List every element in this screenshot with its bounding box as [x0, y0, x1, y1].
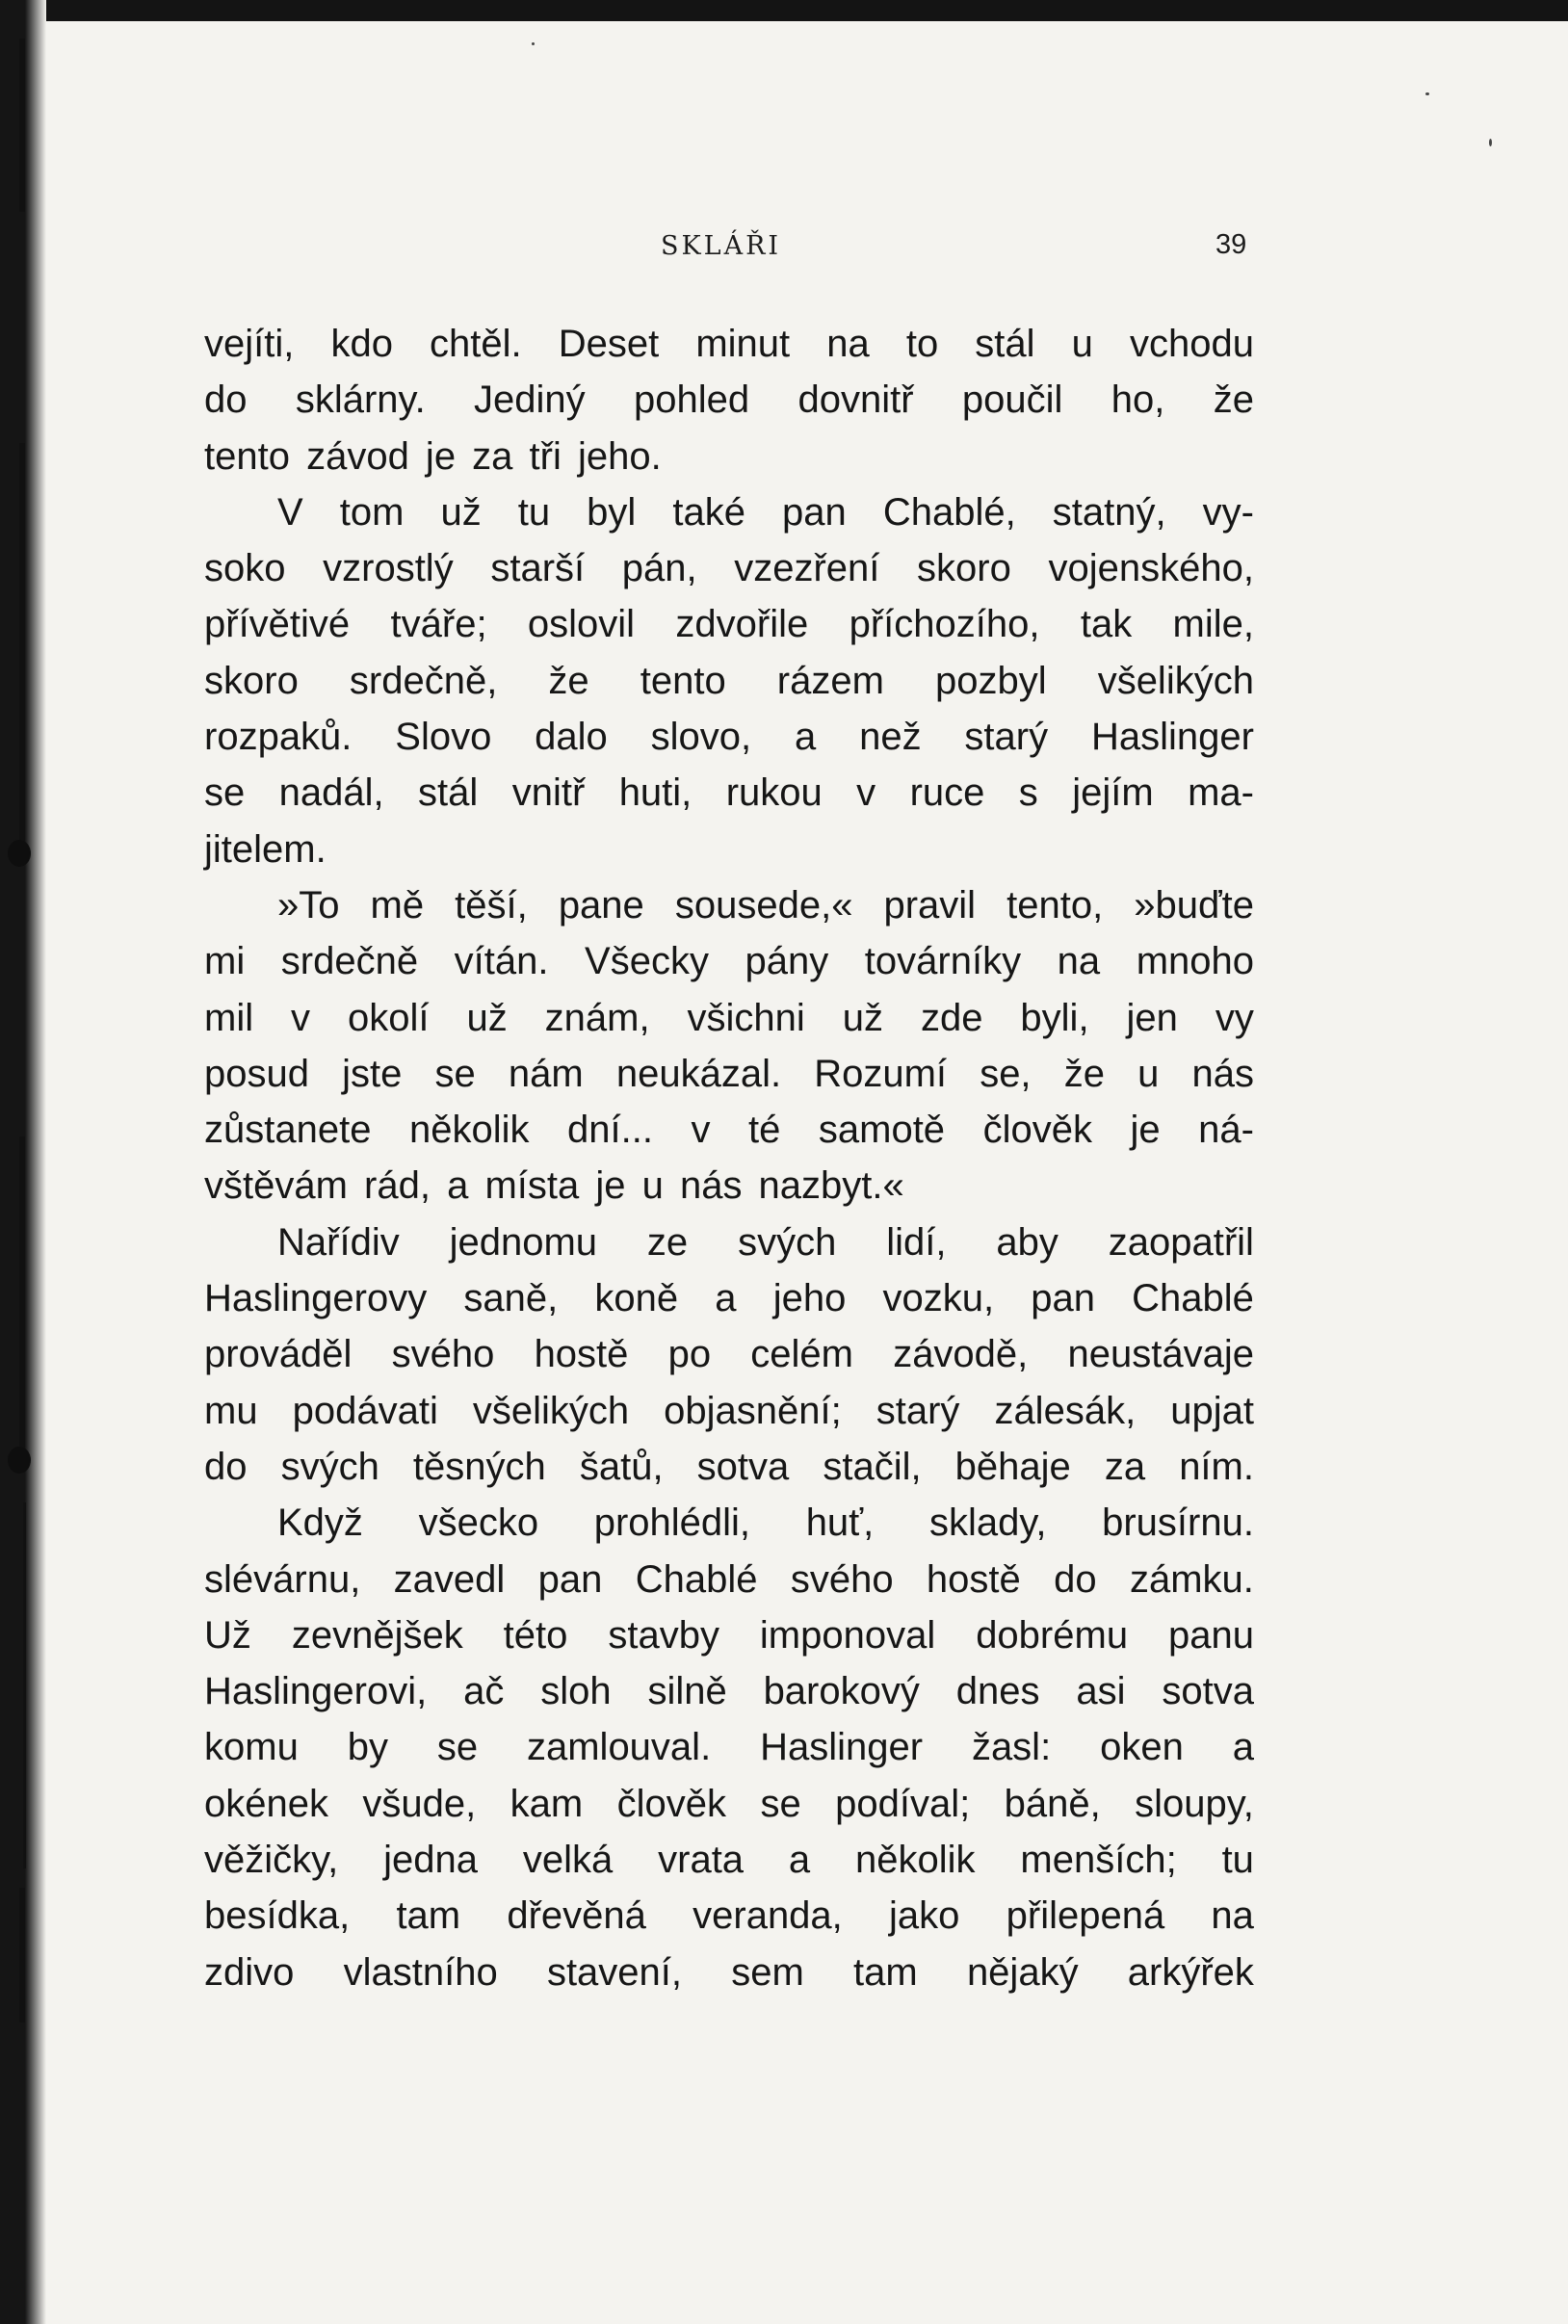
- word: ho,: [1111, 379, 1165, 422]
- text-line: [204, 1383, 1254, 1439]
- text-line: tento závod je za tři jeho.: [204, 434, 662, 478]
- word: mnoho: [1136, 940, 1254, 983]
- word: sklady,: [928, 1501, 1047, 1545]
- word: tak: [1080, 603, 1133, 646]
- word: všecko: [418, 1501, 539, 1545]
- text-line: [204, 1552, 1254, 1607]
- word: veranda,: [693, 1894, 843, 1938]
- word: objasnění;: [664, 1389, 842, 1432]
- word: zůstanete: [204, 1109, 372, 1152]
- word: zevnějšek: [291, 1613, 463, 1657]
- word: sklárny.: [295, 379, 426, 422]
- word: a: [788, 1839, 811, 1882]
- word: té: [748, 1109, 781, 1152]
- word: srdečně: [280, 940, 419, 983]
- text-line: [204, 1945, 1254, 2000]
- word: nějaký: [966, 1950, 1079, 1994]
- text-line: [204, 596, 1254, 652]
- word: mile,: [1172, 603, 1254, 646]
- word: podávati: [292, 1389, 438, 1432]
- text-line: [204, 765, 1254, 821]
- word: znám,: [544, 996, 650, 1039]
- word: starý: [875, 1389, 960, 1432]
- word: zavedl: [393, 1557, 506, 1601]
- word: žasl:: [971, 1726, 1052, 1769]
- text-line: [204, 1888, 1254, 1944]
- word: huti,: [618, 771, 693, 815]
- word: dřevěná: [507, 1894, 646, 1938]
- word: a: [1232, 1726, 1254, 1769]
- word: brusírnu.: [1102, 1501, 1254, 1545]
- text-line: [204, 1719, 1254, 1775]
- word: arkýřek: [1127, 1950, 1254, 1994]
- word: byli,: [1020, 996, 1089, 1039]
- word: sotva: [696, 1445, 790, 1488]
- word: ma-: [1188, 771, 1254, 815]
- word: Rozumí: [814, 1052, 948, 1095]
- word: dobrému: [976, 1613, 1129, 1657]
- word: vchodu: [1129, 323, 1254, 365]
- word: hostě: [534, 1333, 629, 1376]
- word: silně: [647, 1670, 727, 1713]
- binding-mark: [19, 39, 25, 212]
- word: jako: [889, 1894, 960, 1938]
- text-line: [204, 990, 1254, 1046]
- word: dnes: [955, 1670, 1040, 1713]
- word: vnitř: [511, 771, 586, 815]
- word: slévárnu,: [204, 1557, 361, 1601]
- word: všude,: [362, 1782, 477, 1825]
- word: vy: [1215, 996, 1254, 1039]
- word: sloupy,: [1135, 1782, 1254, 1825]
- word: se: [436, 1726, 479, 1769]
- word: je: [1130, 1109, 1161, 1152]
- word: Jediný: [474, 379, 586, 422]
- word: nás: [1191, 1052, 1254, 1095]
- word: že: [548, 659, 589, 702]
- word: Slovo: [395, 716, 492, 759]
- word: že: [1213, 379, 1254, 422]
- binding-mark: [8, 840, 31, 867]
- word: samotě: [818, 1109, 946, 1152]
- word: by: [347, 1726, 388, 1769]
- word: oslovil: [527, 603, 636, 646]
- paper-speck: [1425, 92, 1429, 95]
- word: neustávaje: [1067, 1333, 1254, 1376]
- word: Všecky: [585, 940, 709, 983]
- word: besídka,: [204, 1894, 351, 1938]
- word: do: [204, 1445, 248, 1488]
- word: u: [1071, 323, 1093, 365]
- word: se,: [980, 1052, 1032, 1095]
- word: těší,: [455, 883, 528, 927]
- binding-mark: [23, 1502, 26, 1868]
- word: jste: [342, 1052, 403, 1095]
- word: zamlouval.: [526, 1726, 712, 1769]
- word: vy-: [1202, 490, 1254, 534]
- word: báně,: [1004, 1782, 1101, 1825]
- word: pan: [1031, 1277, 1095, 1320]
- word: po: [667, 1333, 712, 1376]
- word: koně: [594, 1277, 679, 1320]
- word: byl: [587, 490, 637, 534]
- word: továrníky: [864, 940, 1022, 983]
- word: neukázal.: [615, 1052, 782, 1095]
- word: se: [204, 771, 246, 815]
- binding-mark: [8, 1447, 31, 1474]
- word: vozku,: [882, 1277, 995, 1320]
- word: než: [859, 716, 922, 759]
- text-line: [204, 1663, 1254, 1719]
- word: věžičky,: [204, 1839, 339, 1882]
- text-line: [204, 1270, 1254, 1326]
- word: svých: [280, 1445, 379, 1488]
- text-line: jitelem.: [204, 827, 327, 871]
- word: pány: [745, 940, 829, 983]
- word: okolí: [348, 996, 430, 1039]
- word: okének: [204, 1782, 328, 1825]
- word: kdo: [330, 323, 393, 365]
- word: sousede,«: [674, 883, 853, 927]
- word: a: [794, 716, 817, 759]
- word: imponoval: [759, 1613, 936, 1657]
- word: lidí,: [886, 1220, 947, 1264]
- word: svého: [790, 1557, 894, 1601]
- word: a: [715, 1277, 737, 1320]
- word: u: [1137, 1052, 1160, 1095]
- word: běhaje: [954, 1445, 1071, 1488]
- word: velká: [522, 1839, 614, 1882]
- word: pane: [558, 883, 644, 927]
- text-line: [204, 933, 1254, 989]
- word: srdečně,: [349, 659, 498, 702]
- word: vítán.: [454, 940, 549, 983]
- word: Haslingerovi,: [204, 1670, 428, 1713]
- word: tam: [853, 1950, 918, 1994]
- text-line: [204, 653, 1254, 709]
- word: asi: [1076, 1670, 1126, 1713]
- word: mu: [204, 1389, 258, 1432]
- word: všelikých: [472, 1389, 630, 1432]
- word: mil: [204, 996, 254, 1039]
- word: ruce: [909, 771, 985, 815]
- word: rozpaků.: [204, 716, 353, 759]
- word: nám: [508, 1052, 584, 1095]
- word: statný,: [1052, 490, 1166, 534]
- text-line: [204, 1326, 1254, 1382]
- word: v: [856, 771, 876, 815]
- word: ač: [463, 1670, 505, 1713]
- word: pan: [537, 1557, 603, 1601]
- word: V: [277, 490, 303, 534]
- word: minut: [695, 323, 791, 365]
- word: se: [434, 1052, 476, 1095]
- word: na: [1057, 940, 1101, 983]
- word: menších;: [1020, 1839, 1177, 1882]
- binding-mark: [19, 1136, 25, 1454]
- word: také: [672, 490, 745, 534]
- word: do: [1054, 1557, 1097, 1601]
- word: této: [503, 1613, 568, 1657]
- word: Chablé: [1132, 1277, 1254, 1320]
- word: se: [760, 1782, 801, 1825]
- word: sem: [731, 1950, 804, 1994]
- text-line: vštěvám rád, a místa je u nás nazbyt.«: [204, 1164, 904, 1208]
- word: ze: [646, 1220, 689, 1264]
- word: závodě,: [893, 1333, 1029, 1376]
- word: na: [826, 323, 870, 365]
- running-head: SKLÁŘI: [661, 231, 782, 261]
- word: Už: [204, 1613, 251, 1657]
- word: několik: [855, 1839, 976, 1882]
- word: celém: [750, 1333, 853, 1376]
- word: Haslinger: [760, 1726, 924, 1769]
- word: jejím: [1072, 771, 1154, 815]
- word: mi: [204, 940, 246, 983]
- word: rázem: [776, 659, 884, 702]
- text-line: [204, 1214, 1254, 1270]
- word: starý: [964, 716, 1049, 759]
- word: zdivo: [204, 1950, 295, 1994]
- word: »To: [277, 883, 340, 927]
- word: stál: [975, 323, 1035, 365]
- word: všelikých: [1097, 659, 1254, 702]
- word: Haslingerovy: [204, 1277, 428, 1320]
- text-line: [204, 484, 1254, 540]
- word: přívětivé: [204, 603, 351, 646]
- word: sloh: [540, 1670, 612, 1713]
- word: poučil: [961, 379, 1063, 422]
- word: zde: [920, 996, 983, 1039]
- word: šatů,: [579, 1445, 664, 1488]
- word: zdvořile: [675, 603, 809, 646]
- word: stačil,: [823, 1445, 922, 1488]
- word: za: [1104, 1445, 1146, 1488]
- word: na: [1211, 1894, 1254, 1938]
- word: pozbyl: [934, 659, 1047, 702]
- text-line: [204, 1832, 1254, 1888]
- word: zaopatřil: [1108, 1220, 1254, 1264]
- word: těsných: [412, 1445, 546, 1488]
- word: stál: [418, 771, 479, 815]
- word: Když: [277, 1501, 363, 1545]
- text-line: [204, 1607, 1254, 1663]
- word: tu: [1221, 1839, 1254, 1882]
- binding-mark: [19, 1888, 25, 2023]
- word: komu: [204, 1726, 299, 1769]
- word: přilepená: [1006, 1894, 1165, 1938]
- word: nadál,: [278, 771, 384, 815]
- word: Deset: [558, 323, 660, 365]
- word: slovo,: [650, 716, 752, 759]
- word: tam: [396, 1894, 461, 1938]
- word: tváře;: [390, 603, 487, 646]
- word: jeho: [772, 1277, 847, 1320]
- word: že: [1063, 1052, 1105, 1095]
- word: kam: [510, 1782, 584, 1825]
- word: »buďte: [1134, 883, 1254, 927]
- word: prohlédli,: [593, 1501, 751, 1545]
- text-line: [204, 709, 1254, 765]
- text-line: [204, 877, 1254, 933]
- text-line: [204, 1439, 1254, 1495]
- word: ním.: [1179, 1445, 1254, 1488]
- paper-speck: [532, 42, 535, 45]
- word: stavby: [608, 1613, 719, 1657]
- word: hostě: [926, 1557, 1021, 1601]
- word: už: [440, 490, 482, 534]
- text-line: [204, 1102, 1254, 1158]
- word: saně,: [463, 1277, 559, 1320]
- word: tento: [640, 659, 726, 702]
- word: pravil: [883, 883, 977, 927]
- word: svého: [391, 1333, 495, 1376]
- word: prováděl: [204, 1333, 353, 1376]
- word: zálesák,: [994, 1389, 1137, 1432]
- scan-top-border: [0, 0, 1568, 21]
- word: aby: [996, 1220, 1058, 1264]
- word: už: [842, 996, 884, 1039]
- word: vojenského,: [1048, 547, 1254, 590]
- body-text: [204, 316, 1254, 2000]
- paper-speck: [1489, 139, 1492, 146]
- text-line: [204, 540, 1254, 596]
- word: skoro: [204, 659, 299, 702]
- word: panu: [1168, 1613, 1254, 1657]
- word: jen: [1126, 996, 1178, 1039]
- word: příchozího,: [849, 603, 1040, 646]
- word: dovnitř: [797, 379, 914, 422]
- word: skoro: [917, 547, 1011, 590]
- word: už: [466, 996, 508, 1039]
- word: rukou: [725, 771, 823, 815]
- word: stavení,: [546, 1950, 683, 1994]
- word: zámku.: [1129, 1557, 1254, 1601]
- word: pan: [782, 490, 847, 534]
- word: podíval;: [835, 1782, 971, 1825]
- word: soko: [204, 547, 286, 590]
- word: v: [691, 1109, 711, 1152]
- word: Chablé,: [882, 490, 1016, 534]
- text-line: [204, 1046, 1254, 1102]
- word: v: [291, 996, 311, 1039]
- page-number: 39: [1215, 229, 1247, 260]
- word: všichni: [687, 996, 805, 1039]
- word: Haslinger: [1090, 716, 1254, 759]
- word: to: [905, 323, 939, 365]
- word: vzezření: [734, 547, 880, 590]
- word: mě: [370, 883, 425, 927]
- word: jednomu: [449, 1220, 598, 1264]
- word: několik: [408, 1109, 530, 1152]
- word: vejíti,: [204, 323, 295, 365]
- word: pán,: [621, 547, 697, 590]
- word: ná-: [1198, 1109, 1254, 1152]
- word: dalo: [535, 716, 608, 759]
- word: upjat: [1170, 1389, 1254, 1432]
- word: člověk: [982, 1109, 1092, 1152]
- word: člověk: [616, 1782, 727, 1825]
- word: posud: [204, 1052, 309, 1095]
- word: vzrostlý: [323, 547, 454, 590]
- word: pohled: [634, 379, 750, 422]
- word: svých: [738, 1220, 837, 1264]
- text-line: [204, 1495, 1254, 1551]
- word: oken: [1100, 1726, 1184, 1769]
- word: Chablé: [635, 1557, 758, 1601]
- word: s: [1018, 771, 1038, 815]
- word: chtěl.: [430, 323, 522, 365]
- word: huť,: [805, 1501, 875, 1545]
- word: vrata: [658, 1839, 745, 1882]
- word: barokový: [763, 1670, 920, 1713]
- text-line: [204, 1776, 1254, 1832]
- word: dní...: [567, 1109, 653, 1152]
- word: Nařídiv: [277, 1220, 400, 1264]
- word: tom: [339, 490, 405, 534]
- word: jedna: [383, 1839, 479, 1882]
- text-line: [204, 316, 1254, 372]
- word: starší: [490, 547, 586, 590]
- word: tu: [517, 490, 551, 534]
- word: vlastního: [343, 1950, 498, 1994]
- word: sotva: [1162, 1670, 1254, 1713]
- text-line: [204, 372, 1254, 428]
- binding-mark: [19, 443, 25, 848]
- word: tento,: [1006, 883, 1104, 927]
- word: do: [204, 379, 248, 422]
